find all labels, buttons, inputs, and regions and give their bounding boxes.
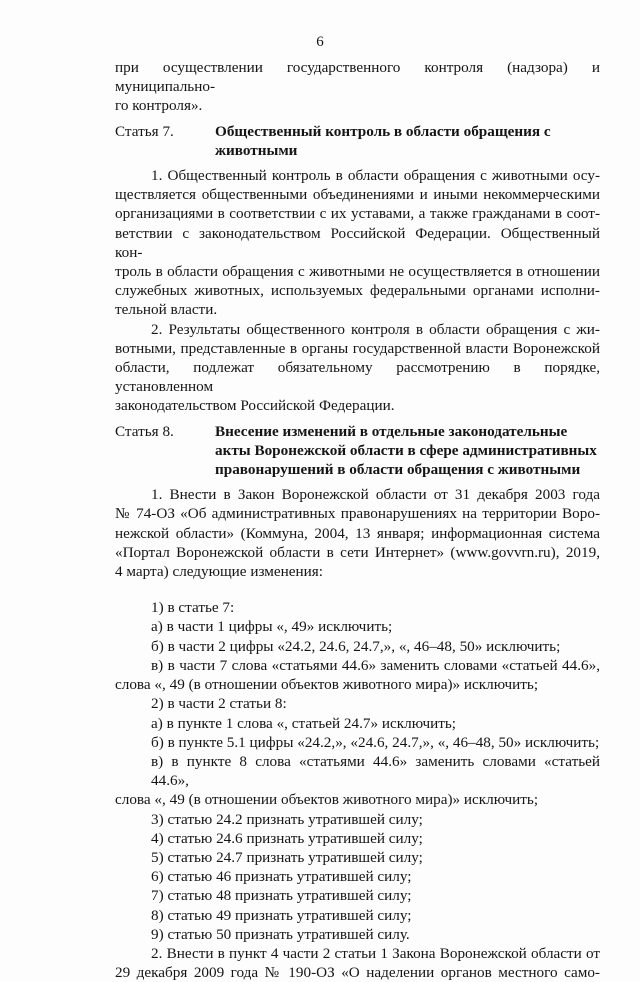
article-title-cont: акты Воронежской области в сфере административных xyxy=(215,441,597,459)
text-line: троль в области обращения с животными не осуществляется в отношении xyxy=(115,263,600,281)
text-line: 2. Результаты общественного контроля в области обращения с жи- xyxy=(151,320,600,338)
article-8-para-2 xyxy=(115,944,600,982)
list-item: а) в части 1 цифры «, 49» исключить; xyxy=(151,618,393,636)
document-body xyxy=(115,58,600,982)
spacer xyxy=(115,581,600,598)
list-item: 3) статью 24.2 признать утратившей силу; xyxy=(151,810,423,828)
list-item: 6) статью 46 признать утратившей силу; xyxy=(151,868,412,886)
list-item: 9) статью 50 признать утратившей силу. xyxy=(151,925,410,943)
text-line: «Портал Воронежской области в сети Интернет» (www.govvrn.ru), 2019, xyxy=(115,543,600,561)
text-line: служебных животных, используемых федеральными органами исполни- xyxy=(115,282,600,300)
article-title-cont: правонарушений в области обращения с животными xyxy=(215,461,581,479)
text-line: 29 декабря 2009 года № 190-ОЗ «О наделении органов местного само- xyxy=(115,964,600,982)
text-line: 1. Внести в Закон Воронежской области от 31 декабря 2003 года xyxy=(151,486,600,504)
text-line: при осуществлении государственного контроля (надзора) и муниципально- xyxy=(115,59,600,96)
list-item: слова «, 49 (в отношении объектов животного мира)» исключить; xyxy=(115,791,539,809)
article-7-para-1 xyxy=(115,166,600,320)
list-item: в) в части 7 слова «статьями 44.6» заменить словами «статьей 44.6», xyxy=(151,656,600,674)
list-item: 7) статью 48 признать утратившей силу; xyxy=(151,887,412,905)
list-item: 8) статью 49 признать утратившей силу; xyxy=(151,906,412,924)
article-title: Общественный контроль в области обращения с xyxy=(215,122,551,140)
text-line: ветствии с законодательством Российской Федерации. Общественный кон- xyxy=(115,224,600,261)
list-item: б) в пункте 5.1 цифры «24.2,», «24.6, 24.7,», «, 46–48, 50» исключить; xyxy=(151,733,600,751)
list-item: слова «, 49 (в отношении объектов животного мира)» исключить; xyxy=(115,676,539,694)
list-item: 1) в статье 7: xyxy=(151,599,235,617)
text-line: го контроля». xyxy=(115,97,203,115)
text-line: ществляется общественными объединениями и иными некоммерческими xyxy=(115,186,600,204)
text-line: 2. Внести в пункт 4 части 2 статьи 1 Закона Воронежской области от xyxy=(151,944,600,962)
article-label: Статья 7. xyxy=(115,122,174,140)
article-title: Внесение изменений в отдельные законодательные xyxy=(215,422,568,440)
text-line: 4 марта) следующие изменения: xyxy=(115,563,323,581)
text-line: организациями в соответствии с их уставами, а также гражданами в соот- xyxy=(115,205,600,223)
text-line: области, подлежат обязательному рассмотрению в порядке, установленном xyxy=(115,359,600,396)
text-line: 1. Общественный контроль в области обращения с животными осу- xyxy=(151,167,600,185)
list-item: 5) статью 24.7 признать утратившей силу; xyxy=(151,848,423,866)
amendments-list xyxy=(115,598,600,944)
list-item: 2) в части 2 статьи 8: xyxy=(151,695,287,713)
article-7-heading xyxy=(115,122,600,160)
list-item: б) в части 2 цифры «24.2, 24.6, 24.7,», «, 46–48, 50» исключить; xyxy=(151,637,561,655)
article-8-para-1 xyxy=(115,485,600,581)
text-line: тельной власти. xyxy=(115,301,218,319)
page-number: 6 xyxy=(316,34,324,50)
article-label: Статья 8. xyxy=(115,422,174,440)
text-line: законодательством Российской Федерации. xyxy=(115,397,395,415)
list-item: в) в пункте 8 слова «статьями 44.6» заменить словами «статьей 44.6», xyxy=(151,752,600,790)
list-item: а) в пункте 1 слова «, статьей 24.7» исключить; xyxy=(151,714,457,732)
list-item: 4) статью 24.6 признать утратившей силу; xyxy=(151,829,423,847)
article-8-heading xyxy=(115,422,600,480)
article-7-para-2 xyxy=(115,320,600,416)
text-line: № 74-ОЗ «Об административных правонарушениях на территории Воро- xyxy=(115,505,600,523)
text-line: вотными, представленные в органы государственной власти Воронежской xyxy=(115,339,600,357)
text-line: нежской области» (Коммуна, 2004, 13 января; информационная система xyxy=(115,524,600,542)
article-title-cont: животными xyxy=(215,141,298,159)
